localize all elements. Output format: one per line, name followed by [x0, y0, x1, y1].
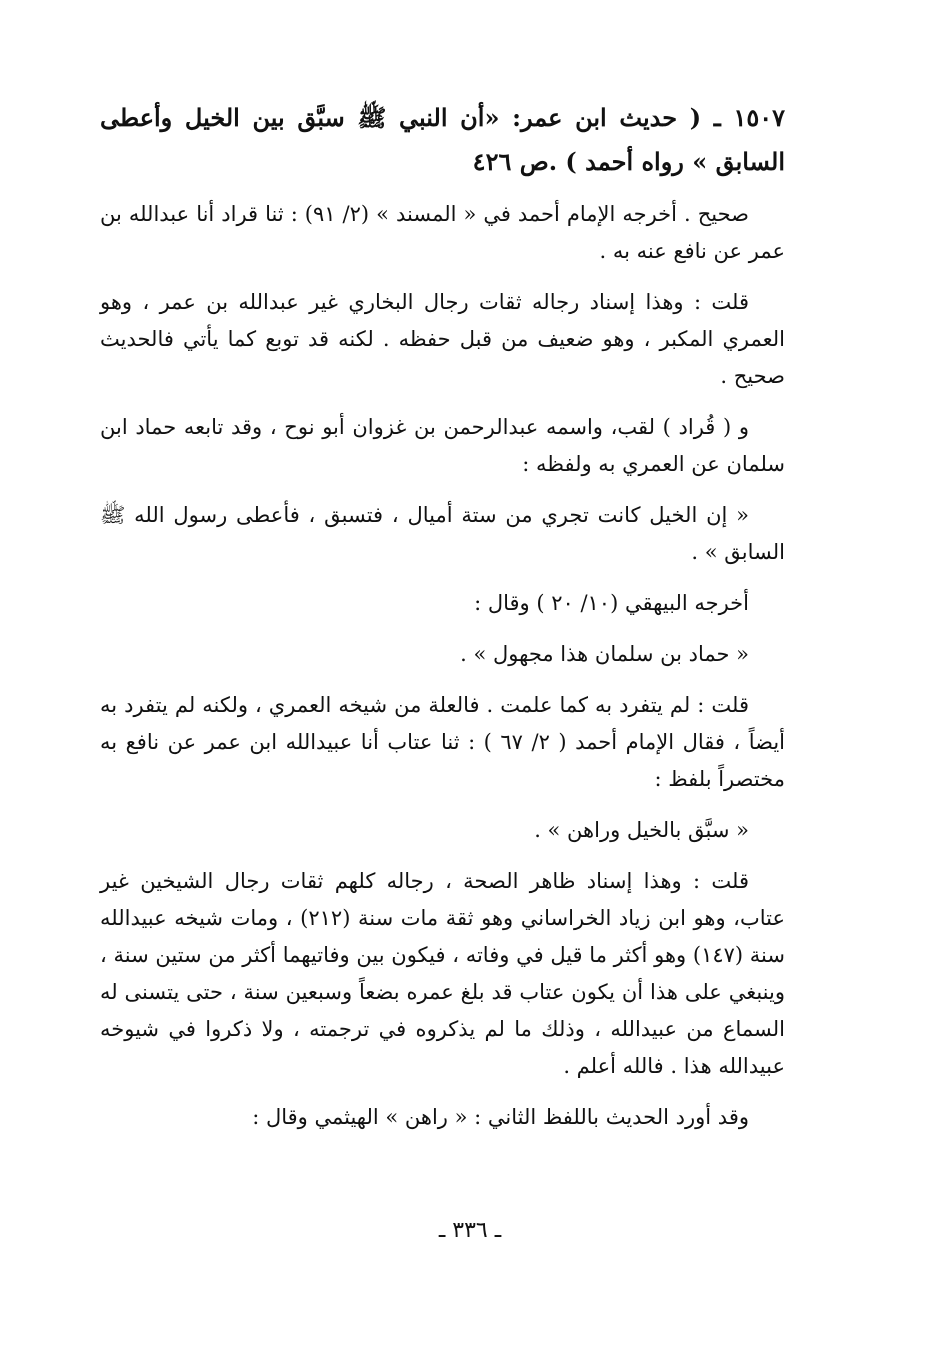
- paragraph-quote-text: « إن الخيل كانت تجري من ستة أميال ، فتسبق ، فأعطى رسول الله ﷺ السابق » .: [100, 503, 785, 564]
- paragraph-bayhaqi: أخرجه البيهقي (١٠/ ٢٠ ) وقال :: [474, 591, 749, 615]
- paragraph-qurad: و ( قُراد ) لقب، واسمه عبدالرحمن بن غزوان أبو نوح ، وقد تابعه حماد ابن سلمان عن العمري به ولفظه :: [100, 415, 785, 476]
- paragraph-haythami: وقد أورد الحديث باللفظ الثاني : « راهن » الهيثمي وقال :: [252, 1105, 749, 1129]
- paragraph-bayhaqi-quote: « حماد بن سلمان هذا مجهول » .: [460, 642, 749, 666]
- paragraph-attab-discussion: قلت : وهذا إسناد ظاهر الصحة ، رجاله كلهم ثقات رجال الشيخين غير عتاب، وهو ابن زياد الخراساني وهو ثقة مات سنة (٢١٢) ، ومات شيخه عبيدالله سنة (١٤٧) وهو أكثر ما قيل في وفاته ، فيكون بين وفاتيهما أكثر من ستين سنة ، وينبغي على هذا أن يكون عتاب قد بلغ عمره بضعاً وسبعين سنة ، حتى يتسنى له السماع من عبيدالله ، وذلك ما لم يذكروه في ترجمته ، ولا ذكروا في شيوخه عبيدالله هذا . فالله أعلم .: [100, 869, 785, 1078]
- page-number: ـ ٣٣٦ ـ: [438, 1218, 502, 1243]
- document-body: [100, 96, 785, 1150]
- hadith-heading: ١٥٠٧ ـ ( حديث ابن عمر: «أن النبي ﷺ سبَّق بين الخيل وأعطى السابق » رواه أحمد ) .ص ٤٢٦: [100, 103, 785, 176]
- paragraph-short-wording: « سبَّق بالخيل وراهن » .: [534, 818, 749, 842]
- paragraph-ahmad-isnad: قلت : لم يتفرد به كما علمت . فالعلة من شيخه العمري ، ولكنه لم يتفرد به أيضاً ، فقال الإمام أحمد ( ٢/ ٦٧ ) : ثنا عتاب أنا عبيدالله ابن عمر عن نافع به مختصراً بلفظ :: [100, 693, 785, 791]
- paragraph-takhrij: صحيح . أخرجه الإمام أحمد في « المسند » (٢/ ٩١) : ثنا قراد أنا عبدالله بن عمر عن نافع عنه به .: [100, 202, 785, 263]
- paragraph-isnad-note: قلت : وهذا إسناد رجاله ثقات رجال البخاري غير عبدالله بن عمر ، وهو العمري المكبر ، وهو ضعيف من قبل حفظه . لكنه قد توبع كما يأتي فالحديث صحيح .: [100, 290, 785, 388]
